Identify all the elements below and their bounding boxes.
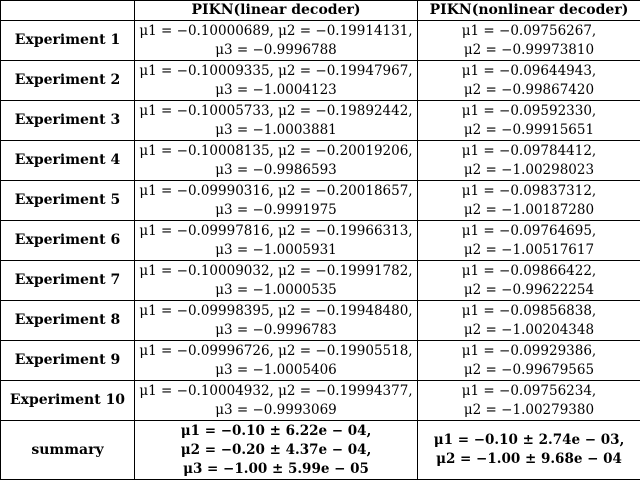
value-line: μ1 = −0.09997816, μ2 = −0.19966313, xyxy=(139,222,413,241)
header-nonlinear-decoder: PIKN(nonlinear decoder) xyxy=(418,1,640,21)
value-line: μ2 = −0.99915651 xyxy=(422,121,636,140)
linear-value-cell xyxy=(135,141,418,181)
summary-row xyxy=(1,421,640,480)
value-line: μ1 = −0.09996726, μ2 = −0.19905518, xyxy=(139,342,413,361)
row-label: Experiment 3 xyxy=(1,101,135,141)
value-line: μ2 = −0.99973810 xyxy=(422,41,636,60)
value-line: μ1 = −0.10009032, μ2 = −0.19991782, xyxy=(139,262,413,281)
summary-nonlinear-cell xyxy=(418,421,640,480)
linear-value-cell xyxy=(135,61,418,101)
nonlinear-value-cell xyxy=(418,221,640,261)
nonlinear-value-cell xyxy=(418,141,640,181)
value-line: μ1 = −0.09756267, xyxy=(422,22,636,41)
value-line: μ3 = −1.0003881 xyxy=(139,121,413,140)
row-label: Experiment 1 xyxy=(1,21,135,61)
summary-line: μ3 = −1.00 ± 5.99e − 05 xyxy=(139,460,413,479)
nonlinear-value-cell xyxy=(418,21,640,61)
value-line: μ1 = −0.09756234, xyxy=(422,382,636,401)
summary-label: summary xyxy=(1,421,135,480)
value-line: μ1 = −0.10004932, μ2 = −0.19994377, xyxy=(139,382,413,401)
value-line: μ3 = −1.0000535 xyxy=(139,281,413,300)
value-line: μ1 = −0.09866422, xyxy=(422,262,636,281)
nonlinear-value-cell xyxy=(418,381,640,421)
header-empty-cell xyxy=(1,1,135,21)
value-line: μ3 = −0.9986593 xyxy=(139,161,413,180)
value-line: μ2 = −1.00279380 xyxy=(422,401,636,420)
value-line: μ3 = −1.0005406 xyxy=(139,361,413,380)
nonlinear-value-cell xyxy=(418,261,640,301)
value-line: μ3 = −0.9991975 xyxy=(139,201,413,220)
value-line: μ3 = −1.0004123 xyxy=(139,81,413,100)
value-line: μ1 = −0.10000689, μ2 = −0.19914131, xyxy=(139,22,413,41)
value-line: μ1 = −0.09990316, μ2 = −0.20018657, xyxy=(139,182,413,201)
row-label: Experiment 10 xyxy=(1,381,135,421)
linear-value-cell xyxy=(135,181,418,221)
nonlinear-value-cell xyxy=(418,341,640,381)
linear-value-cell xyxy=(135,101,418,141)
summary-linear-cell xyxy=(135,421,418,480)
summary-line: μ2 = −1.00 ± 9.68e − 04 xyxy=(422,450,636,469)
summary-line: μ2 = −0.20 ± 4.37e − 04, xyxy=(139,441,413,460)
linear-value-cell xyxy=(135,381,418,421)
value-line: μ2 = −0.99679565 xyxy=(422,361,636,380)
table-row xyxy=(1,181,640,221)
value-line: μ2 = −1.00517617 xyxy=(422,241,636,260)
table-row xyxy=(1,221,640,261)
linear-value-cell xyxy=(135,21,418,61)
linear-value-cell xyxy=(135,261,418,301)
value-line: μ3 = −1.0005931 xyxy=(139,241,413,260)
value-line: μ2 = −1.00298023 xyxy=(422,161,636,180)
linear-value-cell xyxy=(135,221,418,261)
nonlinear-value-cell xyxy=(418,61,640,101)
value-line: μ2 = −1.00204348 xyxy=(422,321,636,340)
value-line: μ1 = −0.09929386, xyxy=(422,342,636,361)
row-label: Experiment 8 xyxy=(1,301,135,341)
value-line: μ1 = −0.10008135, μ2 = −0.20019206, xyxy=(139,142,413,161)
value-line: μ1 = −0.09764695, xyxy=(422,222,636,241)
value-line: μ2 = −0.99622254 xyxy=(422,281,636,300)
value-line: μ3 = −0.9996788 xyxy=(139,41,413,60)
table-row xyxy=(1,301,640,341)
value-line: μ1 = −0.09592330, xyxy=(422,102,636,121)
value-line: μ3 = −0.9996783 xyxy=(139,321,413,340)
table-row xyxy=(1,141,640,181)
row-label: Experiment 9 xyxy=(1,341,135,381)
value-line: μ1 = −0.09837312, xyxy=(422,182,636,201)
value-line: μ2 = −0.99867420 xyxy=(422,81,636,100)
row-label: Experiment 2 xyxy=(1,61,135,101)
summary-line: μ1 = −0.10 ± 2.74e − 03, xyxy=(422,431,636,450)
table-row xyxy=(1,381,640,421)
nonlinear-value-cell xyxy=(418,101,640,141)
value-line: μ1 = −0.09998395, μ2 = −0.19948480, xyxy=(139,302,413,321)
value-line: μ1 = −0.10005733, μ2 = −0.19892442, xyxy=(139,102,413,121)
summary-line: μ1 = −0.10 ± 6.22e − 04, xyxy=(139,422,413,441)
value-line: μ3 = −0.9993069 xyxy=(139,401,413,420)
table-row xyxy=(1,261,640,301)
value-line: μ1 = −0.09856838, xyxy=(422,302,636,321)
table-row xyxy=(1,101,640,141)
value-line: μ1 = −0.09784412, xyxy=(422,142,636,161)
table-row xyxy=(1,21,640,61)
value-line: μ2 = −1.00187280 xyxy=(422,201,636,220)
table-row xyxy=(1,61,640,101)
value-line: μ1 = −0.09644943, xyxy=(422,62,636,81)
linear-value-cell xyxy=(135,301,418,341)
header-row xyxy=(1,1,640,21)
nonlinear-value-cell xyxy=(418,301,640,341)
nonlinear-value-cell xyxy=(418,181,640,221)
table-row xyxy=(1,341,640,381)
row-label: Experiment 6 xyxy=(1,221,135,261)
value-line: μ1 = −0.10009335, μ2 = −0.19947967, xyxy=(139,62,413,81)
linear-value-cell xyxy=(135,341,418,381)
header-linear-decoder: PIKN(linear decoder) xyxy=(135,1,418,21)
row-label: Experiment 5 xyxy=(1,181,135,221)
row-label: Experiment 7 xyxy=(1,261,135,301)
row-label: Experiment 4 xyxy=(1,141,135,181)
